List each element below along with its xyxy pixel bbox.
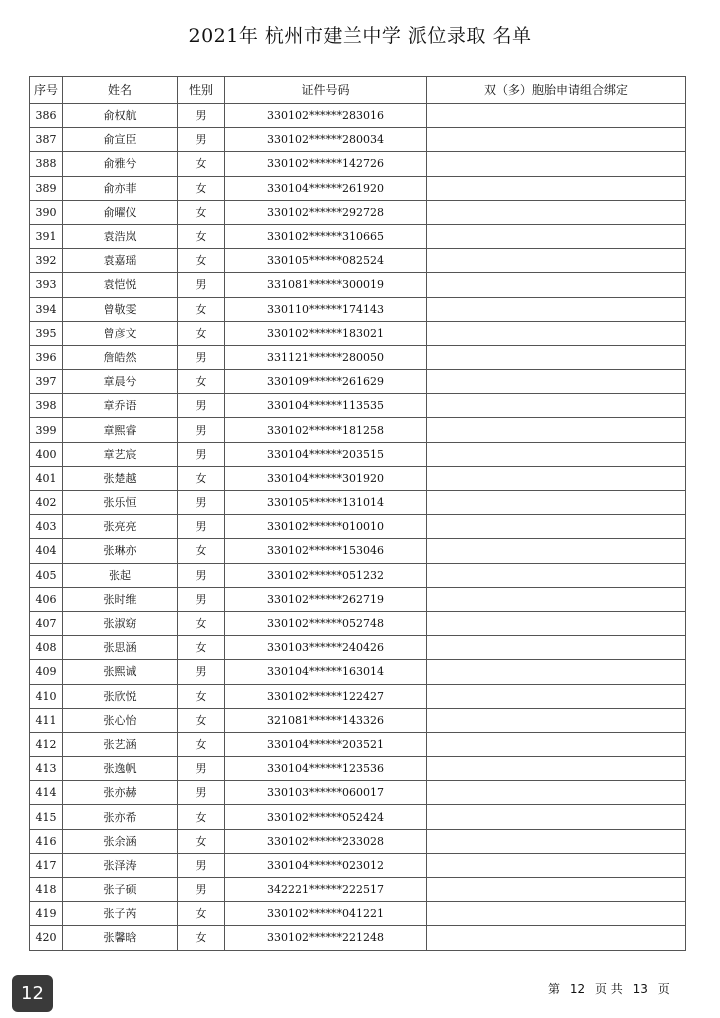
cell-name: 俞宣臣: [63, 128, 178, 152]
cell-name: 袁恺悦: [63, 273, 178, 297]
cell-twin-binding: [427, 805, 686, 829]
cell-gender: 女: [178, 152, 225, 176]
table-row: [30, 708, 686, 732]
cell-twin-binding: [427, 708, 686, 732]
cell-gender: 女: [178, 249, 225, 273]
cell-id-number: 330109******261629: [225, 370, 427, 394]
table-row: [30, 321, 686, 345]
cell-id-number: 331121******280050: [225, 345, 427, 369]
table-row: [30, 563, 686, 587]
cell-index: 417: [30, 853, 63, 877]
cell-index: 398: [30, 394, 63, 418]
cell-gender: 女: [178, 805, 225, 829]
cell-gender: 女: [178, 466, 225, 490]
table-row: [30, 636, 686, 660]
table-row: [30, 370, 686, 394]
cell-name: 张淑窈: [63, 611, 178, 635]
cell-id-number: 330104******203515: [225, 442, 427, 466]
cell-name: 张熙诚: [63, 660, 178, 684]
cell-twin-binding: [427, 660, 686, 684]
cell-twin-binding: [427, 757, 686, 781]
cell-id-number: 330105******082524: [225, 249, 427, 273]
table-row: [30, 297, 686, 321]
cell-id-number: 330102******310665: [225, 224, 427, 248]
table-row: [30, 926, 686, 950]
cell-twin-binding: [427, 345, 686, 369]
cell-index: 391: [30, 224, 63, 248]
page-footer: [548, 980, 670, 997]
table-row: [30, 781, 686, 805]
cell-gender: 女: [178, 732, 225, 756]
cell-name: 张楚越: [63, 466, 178, 490]
table-row: [30, 587, 686, 611]
cell-index: 410: [30, 684, 63, 708]
cell-gender: 男: [178, 104, 225, 128]
cell-gender: 男: [178, 757, 225, 781]
cell-index: 386: [30, 104, 63, 128]
cell-index: 411: [30, 708, 63, 732]
cell-twin-binding: [427, 152, 686, 176]
cell-name: 袁浩岚: [63, 224, 178, 248]
cell-index: 404: [30, 539, 63, 563]
cell-twin-binding: [427, 611, 686, 635]
table-row: [30, 442, 686, 466]
table-row: [30, 176, 686, 200]
cell-name: 袁嘉瑶: [63, 249, 178, 273]
footer-middle: 页 共: [594, 982, 623, 996]
cell-gender: 女: [178, 297, 225, 321]
cell-gender: 男: [178, 853, 225, 877]
cell-name: 詹皓然: [63, 345, 178, 369]
table-row: [30, 878, 686, 902]
cell-name: 章熙睿: [63, 418, 178, 442]
cell-name: 张亮亮: [63, 515, 178, 539]
footer-page-number: 12: [569, 982, 586, 996]
header-name: 姓名: [63, 77, 178, 104]
cell-name: 张逸帆: [63, 757, 178, 781]
cell-gender: 女: [178, 902, 225, 926]
cell-twin-binding: [427, 539, 686, 563]
cell-id-number: 330102******142726: [225, 152, 427, 176]
cell-index: 393: [30, 273, 63, 297]
cell-gender: 女: [178, 539, 225, 563]
cell-id-number: 330102******183021: [225, 321, 427, 345]
cell-id-number: 330102******052424: [225, 805, 427, 829]
cell-id-number: 330102******262719: [225, 587, 427, 611]
cell-gender: 女: [178, 708, 225, 732]
cell-id-number: 330104******113535: [225, 394, 427, 418]
cell-index: 403: [30, 515, 63, 539]
cell-id-number: 331081******300019: [225, 273, 427, 297]
table-row: [30, 200, 686, 224]
cell-gender: 女: [178, 636, 225, 660]
header-gender: 性别: [178, 77, 225, 104]
cell-name: 张泽涛: [63, 853, 178, 877]
cell-id-number: 330102******233028: [225, 829, 427, 853]
cell-index: 394: [30, 297, 63, 321]
cell-gender: 女: [178, 200, 225, 224]
cell-id-number: 330102******010010: [225, 515, 427, 539]
cell-gender: 男: [178, 878, 225, 902]
cell-gender: 男: [178, 563, 225, 587]
cell-twin-binding: [427, 418, 686, 442]
cell-gender: 男: [178, 660, 225, 684]
cell-name: 张乐恒: [63, 491, 178, 515]
cell-name: 俞亦菲: [63, 176, 178, 200]
cell-index: 390: [30, 200, 63, 224]
table-row: [30, 611, 686, 635]
cell-index: 414: [30, 781, 63, 805]
cell-name: 张时维: [63, 587, 178, 611]
cell-name: 张子芮: [63, 902, 178, 926]
cell-gender: 男: [178, 273, 225, 297]
cell-index: 409: [30, 660, 63, 684]
header-id-number: 证件号码: [225, 77, 427, 104]
cell-twin-binding: [427, 781, 686, 805]
cell-twin-binding: [427, 587, 686, 611]
cell-id-number: 330102******052748: [225, 611, 427, 635]
cell-twin-binding: [427, 878, 686, 902]
cell-index: 419: [30, 902, 63, 926]
cell-name: 张余涵: [63, 829, 178, 853]
cell-twin-binding: [427, 104, 686, 128]
cell-index: 413: [30, 757, 63, 781]
cell-twin-binding: [427, 297, 686, 321]
table-row: [30, 757, 686, 781]
cell-index: 408: [30, 636, 63, 660]
cell-twin-binding: [427, 515, 686, 539]
cell-id-number: 330102******292728: [225, 200, 427, 224]
cell-index: 420: [30, 926, 63, 950]
cell-index: 395: [30, 321, 63, 345]
cell-gender: 男: [178, 442, 225, 466]
cell-twin-binding: [427, 200, 686, 224]
cell-id-number: 330104******301920: [225, 466, 427, 490]
cell-twin-binding: [427, 442, 686, 466]
cell-index: 397: [30, 370, 63, 394]
cell-twin-binding: [427, 684, 686, 708]
cell-twin-binding: [427, 926, 686, 950]
cell-gender: 女: [178, 370, 225, 394]
table-row: [30, 684, 686, 708]
cell-index: 400: [30, 442, 63, 466]
cell-gender: 男: [178, 345, 225, 369]
cell-index: 401: [30, 466, 63, 490]
cell-index: 389: [30, 176, 63, 200]
cell-twin-binding: [427, 491, 686, 515]
table-row: [30, 394, 686, 418]
cell-index: 418: [30, 878, 63, 902]
table-row: [30, 732, 686, 756]
cell-id-number: 330102******280034: [225, 128, 427, 152]
table-body: [30, 104, 686, 951]
cell-gender: 女: [178, 829, 225, 853]
cell-index: 416: [30, 829, 63, 853]
cell-id-number: 330104******261920: [225, 176, 427, 200]
table-row: [30, 224, 686, 248]
cell-id-number: 330102******221248: [225, 926, 427, 950]
cell-id-number: 330104******023012: [225, 853, 427, 877]
cell-twin-binding: [427, 224, 686, 248]
table-row: [30, 829, 686, 853]
cell-id-number: 342221******222517: [225, 878, 427, 902]
cell-twin-binding: [427, 128, 686, 152]
cell-gender: 男: [178, 587, 225, 611]
cell-name: 俞曜仪: [63, 200, 178, 224]
cell-twin-binding: [427, 563, 686, 587]
cell-twin-binding: [427, 829, 686, 853]
footer-total-pages: 13: [632, 982, 648, 996]
cell-gender: 女: [178, 224, 225, 248]
admission-table: [29, 76, 686, 951]
cell-index: 402: [30, 491, 63, 515]
cell-gender: 女: [178, 611, 225, 635]
cell-index: 392: [30, 249, 63, 273]
cell-id-number: 321081******143326: [225, 708, 427, 732]
cell-name: 张艺涵: [63, 732, 178, 756]
cell-twin-binding: [427, 394, 686, 418]
table-row: [30, 466, 686, 490]
table-row: [30, 104, 686, 128]
table-row: [30, 152, 686, 176]
cell-id-number: 330104******123536: [225, 757, 427, 781]
table-row: [30, 273, 686, 297]
cell-twin-binding: [427, 732, 686, 756]
table-row: [30, 515, 686, 539]
cell-id-number: 330102******283016: [225, 104, 427, 128]
cell-name: 张心怡: [63, 708, 178, 732]
cell-name: 张子硕: [63, 878, 178, 902]
cell-index: 399: [30, 418, 63, 442]
cell-gender: 女: [178, 176, 225, 200]
table-row: [30, 345, 686, 369]
cell-index: 412: [30, 732, 63, 756]
cell-name: 章晨兮: [63, 370, 178, 394]
table-header-row: [30, 77, 686, 104]
cell-id-number: 330104******203521: [225, 732, 427, 756]
cell-id-number: 330102******122427: [225, 684, 427, 708]
cell-index: 406: [30, 587, 63, 611]
cell-id-number: 330110******174143: [225, 297, 427, 321]
cell-index: 396: [30, 345, 63, 369]
cell-name: 张起: [63, 563, 178, 587]
cell-name: 俞雅兮: [63, 152, 178, 176]
table-row: [30, 539, 686, 563]
cell-index: 388: [30, 152, 63, 176]
cell-twin-binding: [427, 466, 686, 490]
cell-name: 张亦赫: [63, 781, 178, 805]
cell-name: 俞权航: [63, 104, 178, 128]
cell-index: 407: [30, 611, 63, 635]
cell-id-number: 330102******051232: [225, 563, 427, 587]
table-row: [30, 902, 686, 926]
table-row: [30, 660, 686, 684]
cell-gender: 女: [178, 926, 225, 950]
cell-index: 387: [30, 128, 63, 152]
cell-gender: 男: [178, 394, 225, 418]
cell-gender: 男: [178, 491, 225, 515]
header-index: 序号: [30, 77, 63, 104]
cell-name: 曾敬雯: [63, 297, 178, 321]
cell-twin-binding: [427, 370, 686, 394]
cell-name: 曾彦文: [63, 321, 178, 345]
footer-suffix: 页: [657, 982, 670, 996]
table-row: [30, 418, 686, 442]
cell-gender: 女: [178, 321, 225, 345]
cell-index: 405: [30, 563, 63, 587]
cell-gender: 男: [178, 128, 225, 152]
table-row: [30, 805, 686, 829]
cell-twin-binding: [427, 902, 686, 926]
cell-twin-binding: [427, 636, 686, 660]
cell-twin-binding: [427, 249, 686, 273]
cell-gender: 女: [178, 684, 225, 708]
document-title: 2021年 杭州市建兰中学 派位录取 名单: [188, 25, 532, 47]
cell-id-number: 330103******060017: [225, 781, 427, 805]
page-badge: 12: [12, 975, 53, 1012]
cell-name: 张思涵: [63, 636, 178, 660]
cell-index: 415: [30, 805, 63, 829]
cell-twin-binding: [427, 273, 686, 297]
table-row: [30, 853, 686, 877]
cell-name: 张琳亦: [63, 539, 178, 563]
cell-name: 张亦希: [63, 805, 178, 829]
table-row: [30, 128, 686, 152]
table-row: [30, 249, 686, 273]
cell-twin-binding: [427, 176, 686, 200]
cell-twin-binding: [427, 853, 686, 877]
cell-id-number: 330105******131014: [225, 491, 427, 515]
cell-gender: 男: [178, 515, 225, 539]
cell-name: 张欣悦: [63, 684, 178, 708]
cell-gender: 男: [178, 418, 225, 442]
cell-id-number: 330104******163014: [225, 660, 427, 684]
cell-name: 章乔语: [63, 394, 178, 418]
footer-prefix: 第: [548, 982, 561, 996]
table-row: [30, 491, 686, 515]
cell-name: 张馨晗: [63, 926, 178, 950]
cell-id-number: 330102******153046: [225, 539, 427, 563]
cell-twin-binding: [427, 321, 686, 345]
cell-name: 章艺宸: [63, 442, 178, 466]
header-twin-binding: 双（多）胞胎申请组合绑定: [427, 77, 686, 104]
cell-id-number: 330103******240426: [225, 636, 427, 660]
cell-id-number: 330102******181258: [225, 418, 427, 442]
cell-gender: 男: [178, 781, 225, 805]
cell-id-number: 330102******041221: [225, 902, 427, 926]
